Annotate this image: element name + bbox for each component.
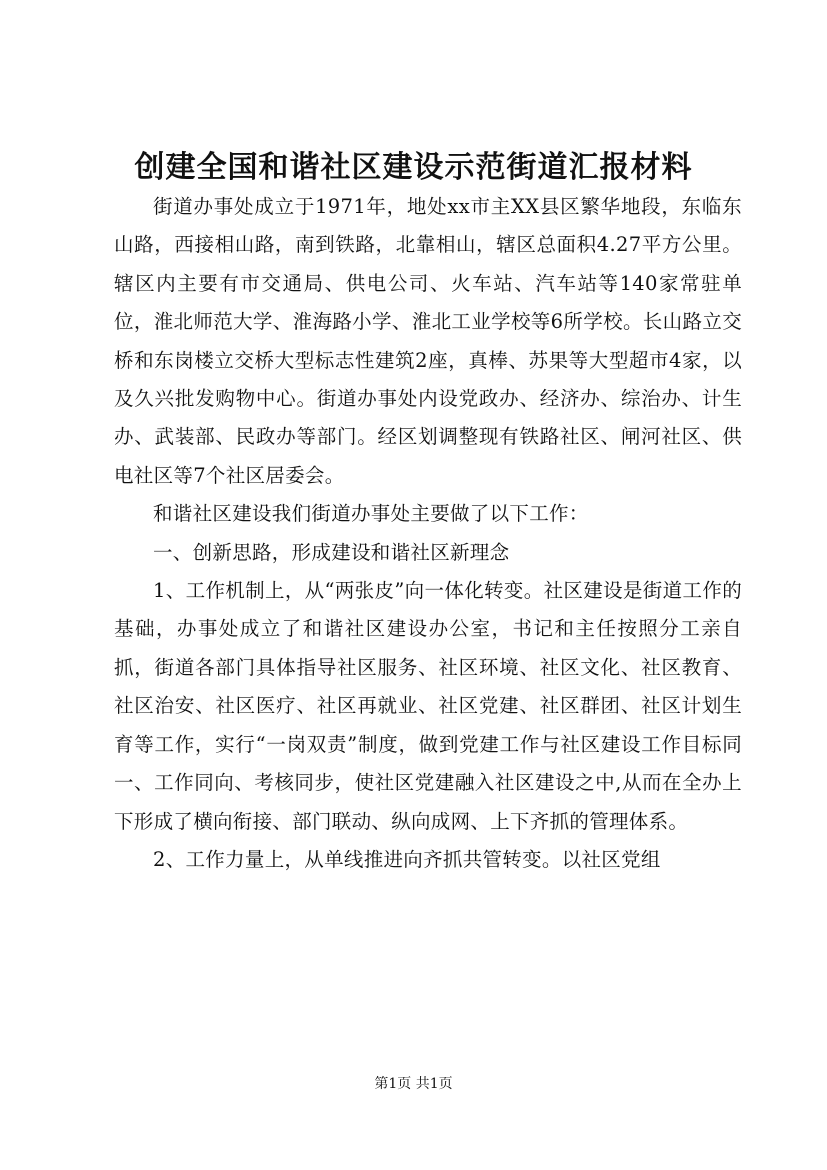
page-footer: 第1页 共1页 bbox=[374, 1076, 453, 1092]
section-heading-1: 一、创新思路，形成建设和谐社区新理念 bbox=[153, 540, 510, 564]
paragraph-overview: 街道办事处成立于1971年，地处xx市主XX县区繁华地段，东临东山路，西接相山路，南到铁路，北靠相山，辖区总面积4.27平方公里。辖区内主要有市交通局、供电公司、火车站、汽车站等140家常驻单位，淮北师范大学、淮海路小学、淮北工业学校等6所学校。长山路立交桥和东岗楼立交桥大型标志性建筑2座，真棒、苏果等大型超市4家，以及久兴批发购物中心。街道办事处内设党政办、经济办、综治办、计生办、武装部、民政办等部门。经区划调整现有铁路社区、闸河社区、供电社区等7个社区居委会。 bbox=[114, 195, 742, 487]
paragraph-item-1: 1、工作机制上，从“两张皮”向一体化转变。社区建设是街道工作的基础，办事处成立了和谐社区建设办公室，书记和主任按照分工亲自抓，街道各部门具体指导社区服务、社区环境、社区文化、社区教育、社区治安、社区医疗、社区再就业、社区党建、社区群团、社区计划生育等工作，实行“一岗双责”制度，做到党建工作与社区建设工作目标同一、工作同向、考核同步，使社区党建融入社区建设之中,从而在全办上下形成了横向衔接、部门联动、纵向成网、上下齐抓的管理体系。 bbox=[114, 579, 742, 833]
document-title: 创建全国和谐社区建设示范街道汇报材料 bbox=[134, 150, 693, 185]
paragraph-item-2: 2、工作力量上，从单线推进向齐抓共管转变。以社区党组 bbox=[153, 847, 661, 871]
document-body bbox=[114, 188, 742, 879]
paragraph-intro: 和谐社区建设我们街道办事处主要做了以下工作： bbox=[153, 502, 589, 526]
